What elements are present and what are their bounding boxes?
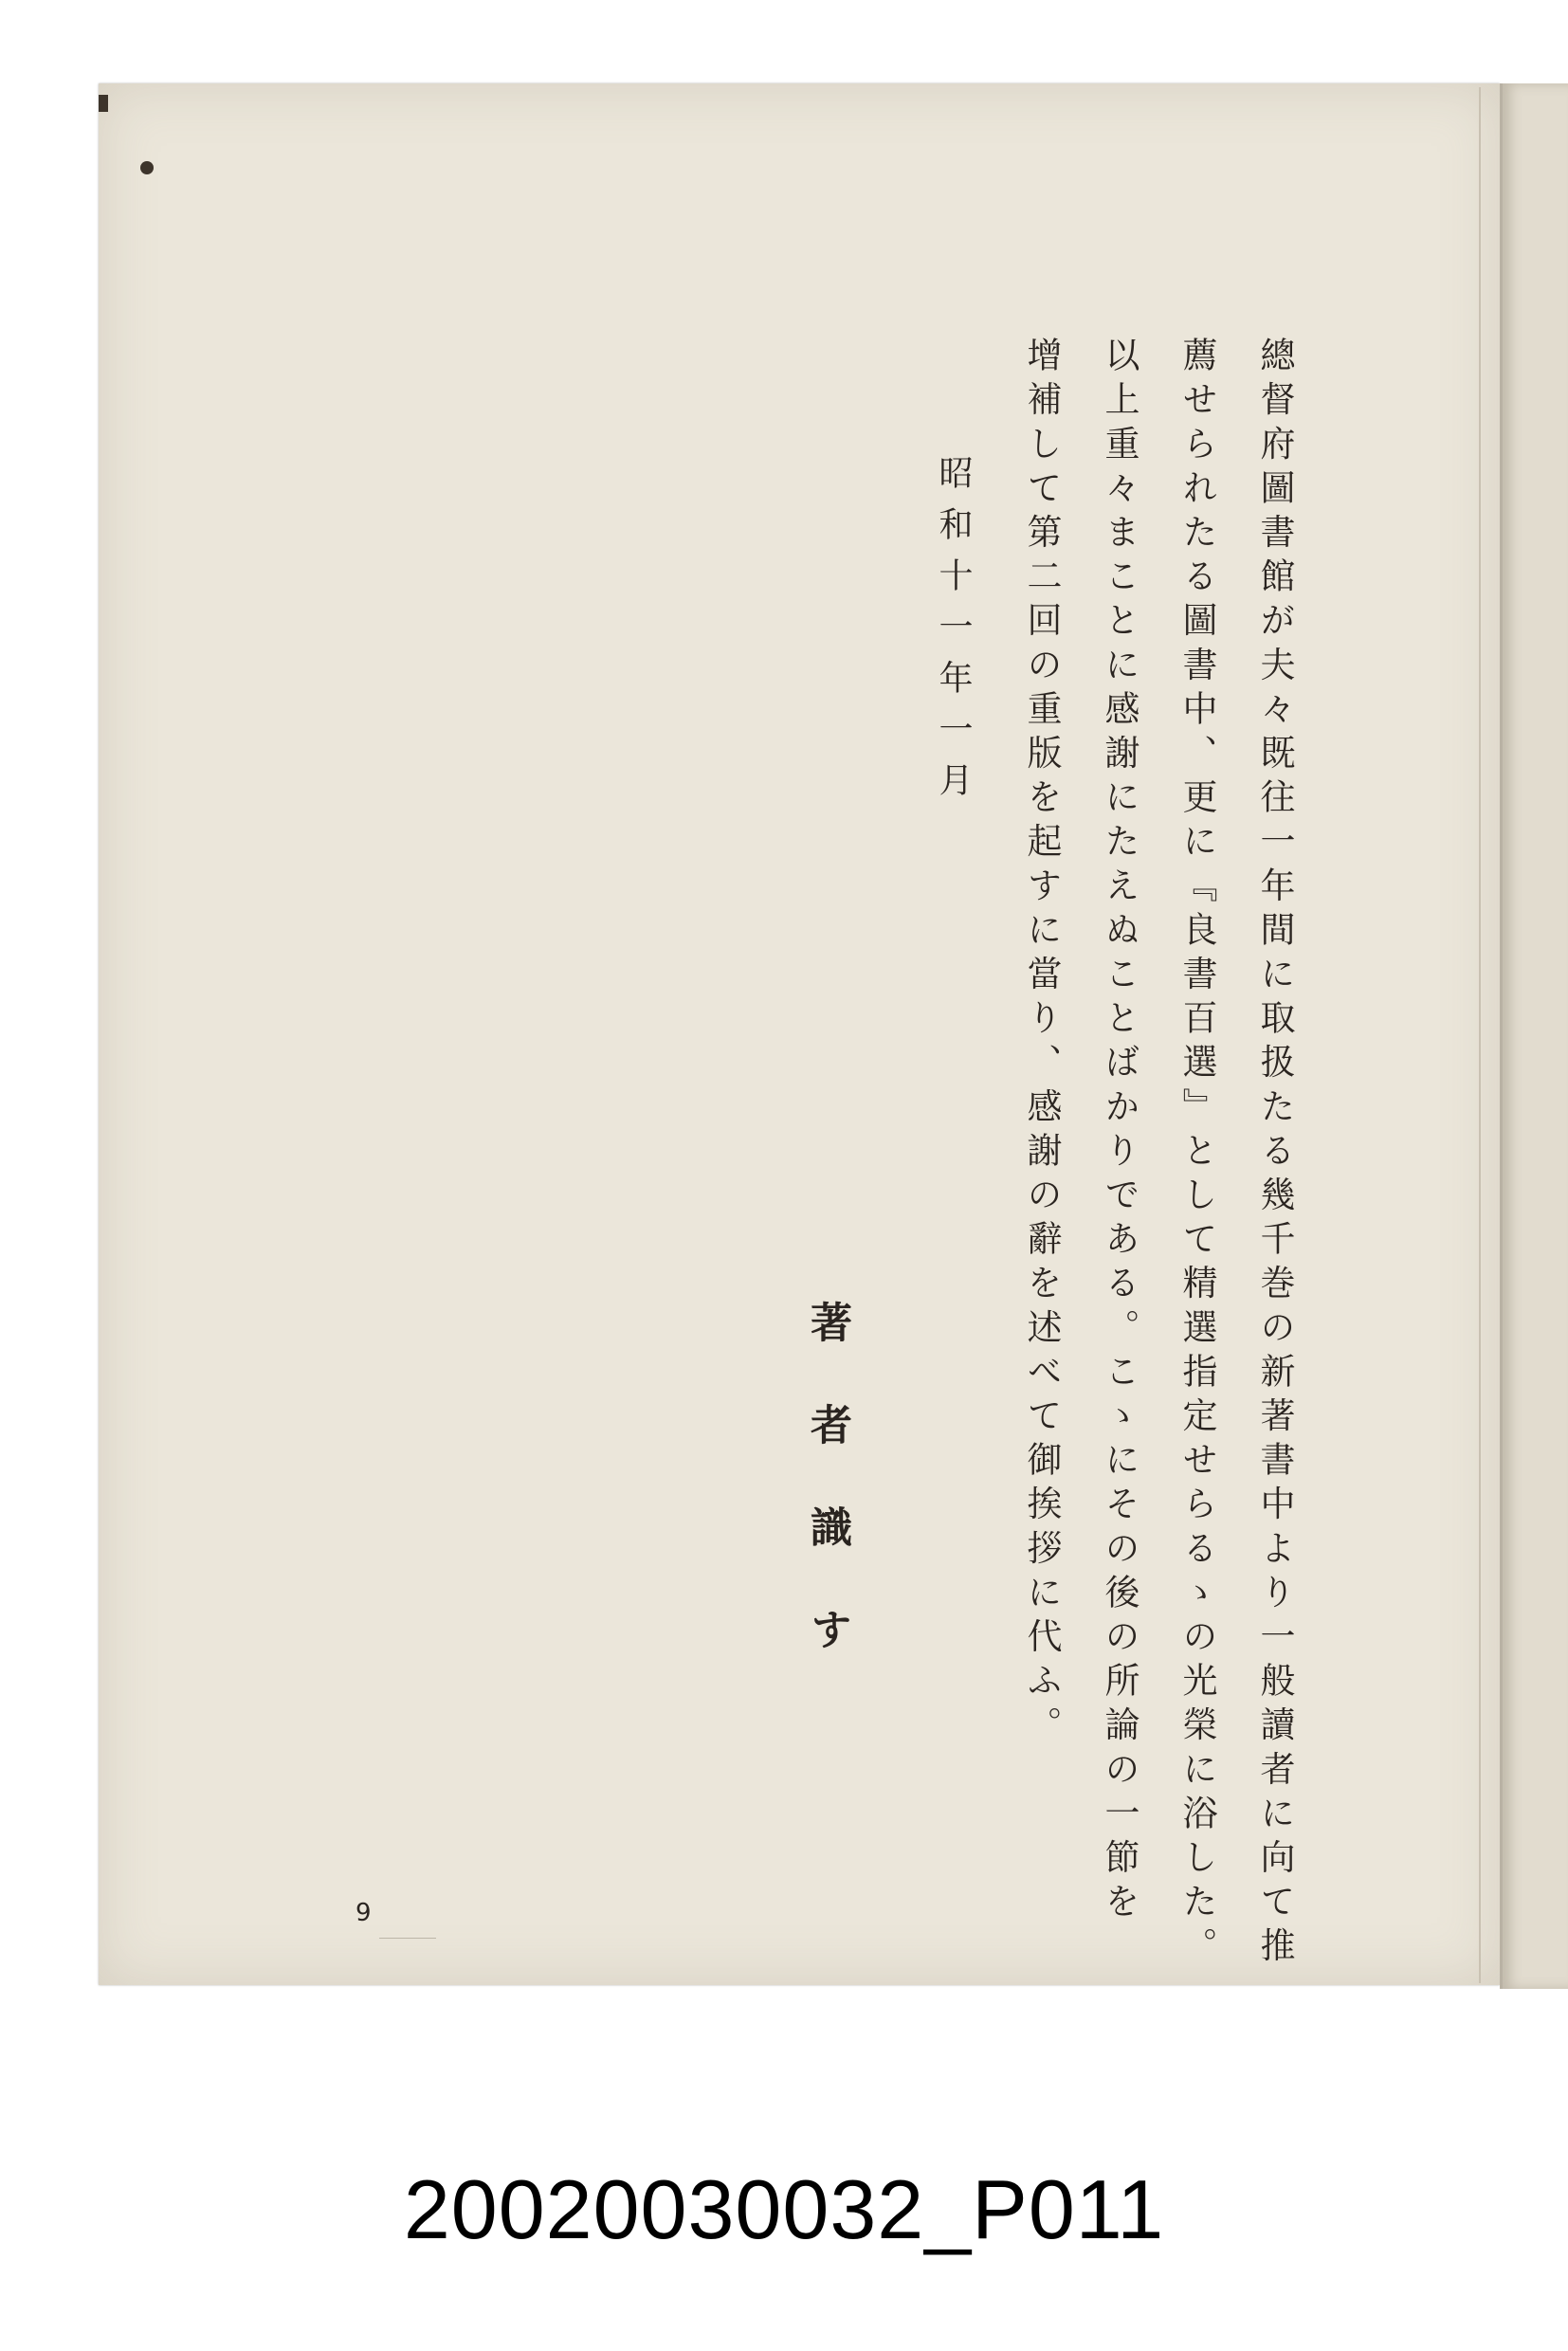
binding-hole [140, 161, 154, 174]
page-number: 9 [356, 1899, 372, 1927]
next-page-edge [1500, 83, 1568, 1989]
body-line-4: 增補して第二回の重版を起すに當り、感謝の辭を述べて御挨拶に代ふ。 [1021, 337, 1062, 1751]
image-id-caption: 20020030032_P011 [403, 2162, 1165, 2256]
body-line-1: 總督府圖書館が夫々既往一年間に取扱たる幾千巻の新著書中より一般讀者に向て推 [1254, 337, 1295, 1972]
page-gutter [1479, 87, 1481, 1983]
page-corner-damage [99, 95, 108, 112]
body-line-3: 以上重々まことに感謝にたえぬことばかりである。こゝにその後の所論の一節を [1099, 337, 1140, 1927]
author-signature: 著者識す [803, 1301, 851, 1710]
body-line-2: 薦せられたる圖書中、更に『良書百選』として精選指定せらるゝの光榮に浴した。 [1176, 337, 1217, 1972]
page-number-rule [379, 1938, 436, 1939]
date-line: 昭和十一年一月 [934, 455, 973, 813]
